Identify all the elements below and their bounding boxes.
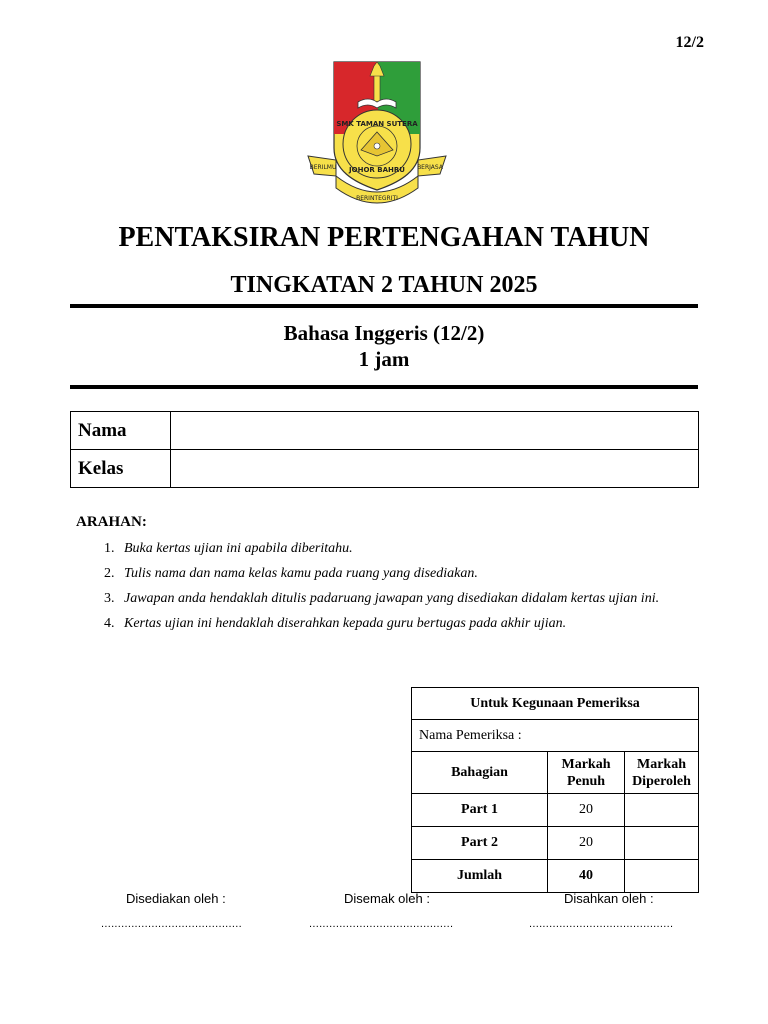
instruction-item — [104, 536, 690, 561]
obtained-marks-cell[interactable] — [625, 794, 699, 827]
instruction-text: Kertas ujian ini hendaklah diserahkan kepada guru bertugas pada akhir ujian. — [124, 616, 567, 631]
student-info-table — [70, 411, 699, 488]
instructions-heading: ARAHAN: — [76, 514, 147, 530]
total-value: 40 — [548, 860, 625, 893]
instruction-text: Buka kertas ujian ini apabila diberitahu. — [124, 541, 353, 556]
duration: 1 jam — [358, 347, 410, 371]
col-section-header: Bahagian — [412, 752, 548, 794]
logo-location-text: JOHOR BAHRU — [349, 166, 405, 174]
total-row — [412, 860, 699, 893]
col-full-marks-header — [548, 752, 625, 794]
checked-by-signature-line[interactable]: ........................................... — [309, 918, 454, 930]
instructions-list — [104, 536, 690, 636]
instruction-number: 2. — [104, 566, 115, 581]
instruction-item — [104, 586, 690, 611]
class-field[interactable] — [171, 450, 699, 488]
col-full-line2: Penuh — [566, 773, 606, 789]
instruction-item — [104, 561, 690, 586]
table-row — [412, 794, 699, 827]
col-obtained-header — [625, 752, 699, 794]
name-field[interactable] — [171, 412, 699, 450]
total-label: Jumlah — [412, 860, 548, 893]
full-marks-cell: 20 — [548, 827, 625, 860]
prepared-by-label: Disediakan oleh : — [126, 891, 226, 906]
prepared-by-signature-line[interactable]: .......................................... — [101, 918, 242, 930]
instruction-number: 4. — [104, 616, 115, 631]
instruction-number: 3. — [104, 591, 115, 606]
class-label: Kelas — [71, 450, 171, 488]
col-obtained-line2: Diperoleh — [632, 773, 691, 789]
table-row — [412, 827, 699, 860]
approved-by-signature-line[interactable]: ........................................... — [529, 918, 674, 930]
obtained-marks-cell[interactable] — [625, 827, 699, 860]
examiner-heading: Untuk Kegunaan Pemeriksa — [412, 688, 699, 720]
logo-top-text: SMK TAMAN SUTERA — [336, 120, 418, 128]
subject-block — [0, 320, 768, 372]
examiner-name-field[interactable]: Nama Pemeriksa : — [412, 720, 699, 752]
ribbon-center-text: BERINTEGRITI — [356, 195, 398, 202]
total-obtained-cell[interactable] — [625, 860, 699, 893]
school-crest-logo — [306, 58, 448, 208]
ribbon-left-text: BERILMU — [309, 164, 337, 171]
instruction-text: Jawapan anda hendaklah ditulis padaruang jawapan yang disediakan didalam kertas ujian ini. — [124, 591, 660, 606]
col-obtained-line1: Markah — [637, 756, 686, 772]
instruction-number: 1. — [104, 541, 115, 556]
examiner-table — [411, 687, 699, 893]
exam-title: PENTAKSIRAN PERTENGAHAN TAHUN — [118, 222, 650, 253]
class-row — [71, 450, 699, 488]
section-cell: Part 2 — [412, 827, 548, 860]
checked-by-label: Disemak oleh : — [344, 891, 430, 906]
page-code: 12/2 — [675, 34, 704, 51]
instruction-text: Tulis nama dan nama kelas kamu pada ruang yang disediakan. — [124, 566, 478, 581]
name-label: Nama — [71, 412, 171, 450]
subject-title: Bahasa Inggeris (12/2) — [283, 321, 485, 345]
bottom-rule — [70, 385, 698, 389]
instruction-item — [104, 611, 690, 636]
name-row — [71, 412, 699, 450]
approved-by-label: Disahkan oleh : — [564, 891, 654, 906]
exam-subtitle: TINGKATAN 2 TAHUN 2025 — [230, 272, 538, 298]
full-marks-cell: 20 — [548, 794, 625, 827]
col-full-line1: Markah — [561, 756, 611, 772]
ribbon-right-text: BERJASA — [417, 164, 443, 171]
section-cell: Part 1 — [412, 794, 548, 827]
top-rule — [70, 304, 698, 308]
